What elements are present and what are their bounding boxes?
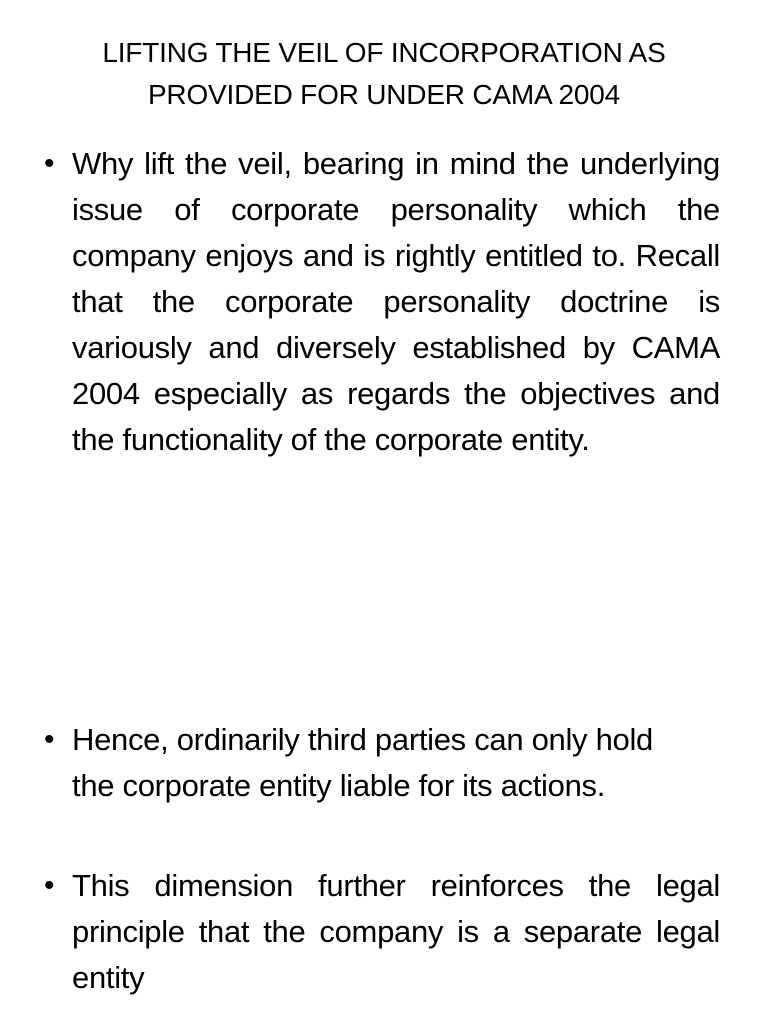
bullet-item [44,141,724,463]
bullet-item [44,717,724,809]
bullet-item [44,863,724,1001]
bullet-dot-icon: • [44,869,55,902]
bullet-dot-icon: • [44,723,55,756]
bullet-text: Why lift the veil, bearing in mind the underlying issue of corporate personality which the company enjoys and is rightly entitled to. Recall that the corporate personality doctrine is variously and diversely established by CAMA 2004 especially as regards the objectives and the functionality of the corporate entity. [72,146,720,457]
bullet-text: This dimension further reinforces the legal principle that the company is a separate legal entity [72,868,720,995]
slide-title: LIFTING THE VEIL OF INCORPORATION AS PROVIDED FOR UNDER CAMA 2004 [102,37,666,110]
bullet-text: Hence, ordinarily third parties can only hold the corporate entity liable for its actions. [72,722,653,803]
bullet-dot-icon: • [44,147,55,180]
